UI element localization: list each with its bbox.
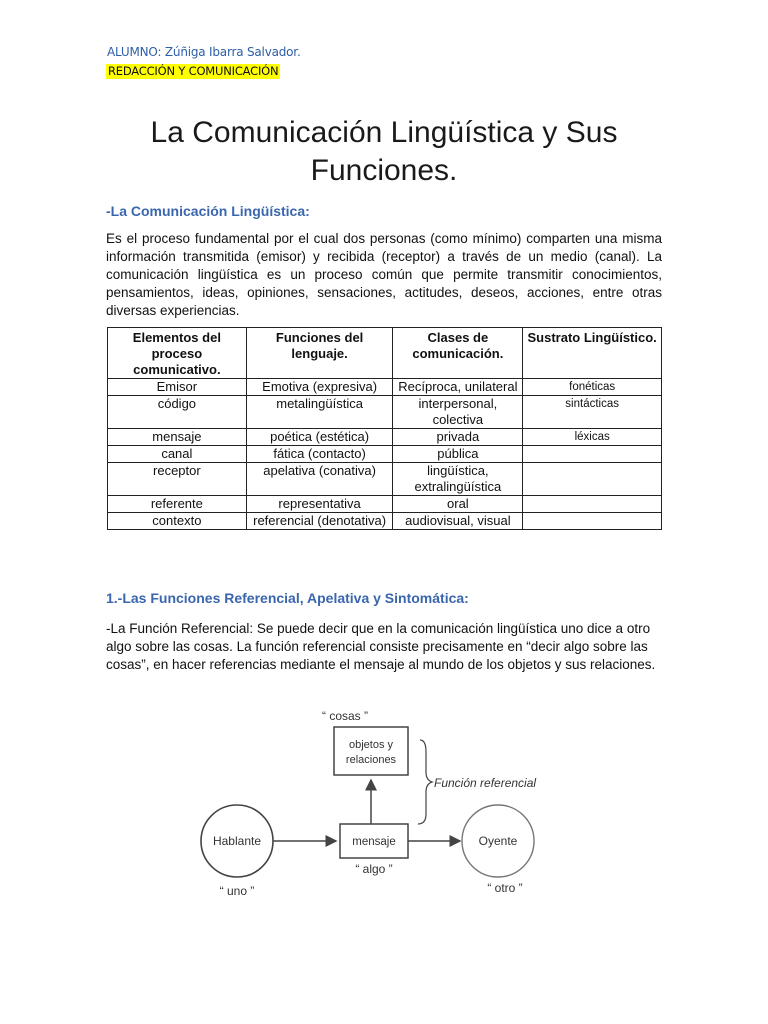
table-header-cell: Funciones del lenguaje.: [246, 328, 393, 379]
table-cell: receptor: [108, 463, 247, 496]
table-cell: referente: [108, 496, 247, 513]
diagram-label-mensaje: mensaje: [352, 836, 396, 848]
table-cell: lingüística, extralingüística: [393, 463, 523, 496]
table-cell: apelativa (conativa): [246, 463, 393, 496]
table-cell: privada: [393, 429, 523, 446]
table-cell: interpersonal, colectiva: [393, 396, 523, 429]
page-title: La Comunicación Lingüística y Sus Funciones.: [150, 116, 618, 187]
diagram-svg: [150, 690, 630, 930]
table-cell: canal: [108, 446, 247, 463]
diagram-label-uno: “ uno ”: [219, 884, 255, 898]
section-heading-funciones: 1.-Las Funciones Referencial, Apelativa y Sintomática:: [106, 590, 469, 606]
table-row: [108, 446, 662, 463]
table-cell: sintácticas: [523, 396, 662, 429]
diagram-label-oyente: Oyente: [478, 834, 518, 848]
table-row: [108, 496, 662, 513]
diagram-label-otro: “ otro ”: [487, 881, 523, 895]
table-cell: oral: [393, 496, 523, 513]
student-name: ALUMNO: Zúñiga Ibarra Salvador.: [107, 45, 301, 59]
table-cell: Emotiva (expresiva): [246, 379, 393, 396]
table-row: [108, 463, 662, 496]
diagram-label-funcion: Función referencial: [434, 776, 537, 790]
objects-box: [334, 727, 408, 775]
table-row: [108, 513, 662, 530]
table-row: [108, 396, 662, 429]
table-cell: léxicas: [523, 429, 662, 446]
section-paragraph-referencial: -La Función Referencial: Se puede decir que en la comunicación lingüística uno dice a otro algo sobre las cosas. La función referencial consiste precisamente en “decir algo sobre las cosas”, en hacer referencias mediante el mensaje al mundo de los objetos y sus relaciones.: [106, 621, 656, 672]
table-cell: código: [108, 396, 247, 429]
diagram-label-relaciones: relaciones: [345, 754, 397, 766]
diagram-label-objetos: objetos y: [348, 739, 394, 751]
table-cell: [523, 446, 662, 463]
table-row: [108, 429, 662, 446]
section-paragraph-comunicacion: Es el proceso fundamental por el cual dos personas (como mínimo) comparten una misma información transmitida (emisor) y recibida (receptor) a través de un medio (canal). La comunicación lingüística es un proceso común que permite transmitir conocimientos, pensamientos, ideas, opiniones, sensaciones, actitudes, deseos, acciones, entre otras diversas experiencias.: [106, 231, 662, 318]
table-cell: representativa: [246, 496, 393, 513]
elements-table: [107, 327, 662, 530]
table-cell: pública: [393, 446, 523, 463]
table-header-cell: Clases de comunicación.: [393, 328, 523, 379]
diagram-label-hablante: Hablante: [212, 834, 262, 848]
table-header-cell: Elementos del proceso comunicativo.: [108, 328, 247, 379]
referential-function-diagram: [150, 690, 630, 930]
table-row: [108, 379, 662, 396]
table-cell: [523, 513, 662, 530]
table-cell: mensaje: [108, 429, 247, 446]
diagram-label-cosas: “ cosas ”: [321, 709, 369, 723]
table-cell: Emisor: [108, 379, 247, 396]
table-cell: [523, 496, 662, 513]
table-cell: contexto: [108, 513, 247, 530]
section-heading-comunicacion: -La Comunicación Lingüística:: [106, 203, 310, 219]
table-cell: Recíproca, unilateral: [393, 379, 523, 396]
table-cell: audiovisual, visual: [393, 513, 523, 530]
subject-label: REDACCIÓN Y COMUNICACIÓN: [108, 64, 279, 78]
table-cell: poética (estética): [246, 429, 393, 446]
table-cell: fonéticas: [523, 379, 662, 396]
table-cell: metalingüística: [246, 396, 393, 429]
table-header-row: [108, 328, 662, 379]
table-cell: referencial (denotativa): [246, 513, 393, 530]
diagram-label-algo: “ algo ”: [355, 862, 393, 876]
table-header-cell: Sustrato Lingüístico.: [523, 328, 662, 379]
table-cell: fática (contacto): [246, 446, 393, 463]
brace-shape: [418, 740, 432, 824]
table-cell: [523, 463, 662, 496]
